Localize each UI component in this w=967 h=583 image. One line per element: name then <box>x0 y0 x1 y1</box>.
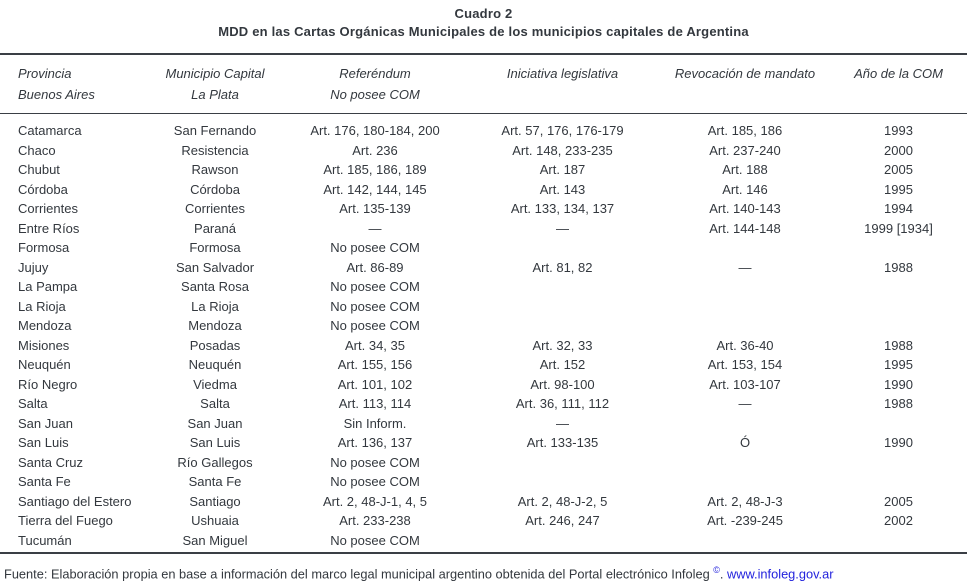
column-header-provincia: Provincia <box>18 65 72 81</box>
header-note-provincia: Buenos Aires <box>18 86 95 102</box>
source-note <box>0 562 967 582</box>
cell-referendum: Art. 136, 137 <box>337 435 413 451</box>
table-row <box>0 297 967 317</box>
cell-ano-de-la-com: 1994 <box>884 201 913 217</box>
cell-ano-de-la-com: 2005 <box>884 493 913 509</box>
table-row <box>0 160 967 180</box>
cell-iniciativa-legislativa: Art. 152 <box>539 357 586 373</box>
table-row <box>0 355 967 375</box>
cell-referendum: Art. 135-139 <box>339 201 411 217</box>
cell-referendum: No posee COM <box>330 454 420 470</box>
cell-revocacion-de-mandato <box>660 453 830 473</box>
column-header-revocacion-de-mandato: Revocación de mandato <box>674 65 816 81</box>
cell-ano-de-la-com <box>830 453 967 473</box>
cell-ano-de-la-com: 2002 <box>884 513 913 529</box>
cell-iniciativa-legislativa <box>465 472 660 492</box>
cell-municipio-capital: San Fernando <box>173 123 257 139</box>
cell-provincia: Entre Ríos <box>18 220 80 236</box>
cell-provincia: Tucumán <box>18 532 72 548</box>
cell-municipio-capital: San Salvador <box>175 259 255 275</box>
header-note-iniciativa-legislativa <box>465 84 660 105</box>
cell-ano-de-la-com: 1995 <box>884 181 913 197</box>
cell-iniciativa-legislativa: Art. 81, 82 <box>532 259 593 275</box>
cell-revocacion-de-mandato <box>660 414 830 434</box>
cell-municipio-capital: San Luis <box>189 435 241 451</box>
cell-revocacion-de-mandato: Art. 144-148 <box>709 220 781 236</box>
header-note-municipio-capital: La Plata <box>191 86 239 102</box>
cell-referendum: Art. 2, 48-J-1, 4, 5 <box>322 493 428 509</box>
table-row <box>0 394 967 414</box>
cell-ano-de-la-com: 1988 <box>884 259 913 275</box>
cell-municipio-capital: Rawson <box>191 162 239 178</box>
cell-provincia: San Luis <box>18 435 69 451</box>
cell-provincia: Santa Fe <box>18 474 71 490</box>
cell-municipio-capital: Río Gallegos <box>177 454 253 470</box>
cell-ano-de-la-com: 1993 <box>884 123 913 139</box>
table-row <box>0 180 967 200</box>
header-note-ano-de-la-com <box>830 84 967 105</box>
table-row <box>0 258 967 278</box>
cell-revocacion-de-mandato: Art. 103-107 <box>709 376 781 392</box>
cell-ano-de-la-com: 1990 <box>884 376 913 392</box>
cell-iniciativa-legislativa: Art. 148, 233-235 <box>512 142 613 158</box>
cell-ano-de-la-com <box>830 316 967 336</box>
table-row <box>0 121 967 141</box>
cell-ano-de-la-com <box>830 297 967 317</box>
cell-revocacion-de-mandato <box>660 316 830 336</box>
cell-referendum: No posee COM <box>330 298 420 314</box>
cell-referendum: Art. 233-238 <box>339 513 411 529</box>
cell-referendum: Art. 155, 156 <box>337 357 413 373</box>
table-row <box>0 414 967 434</box>
cell-referendum: Art. 101, 102 <box>337 376 413 392</box>
cell-revocacion-de-mandato: Art. 188 <box>722 162 768 178</box>
cell-referendum: No posee COM <box>330 474 420 490</box>
cell-referendum: Sin Inform. <box>343 415 407 431</box>
table-row <box>0 219 967 239</box>
cell-iniciativa-legislativa: — <box>556 220 569 236</box>
cell-municipio-capital: Santa Rosa <box>181 279 249 295</box>
cell-revocacion-de-mandato: Art. 185, 186 <box>707 123 783 139</box>
cell-referendum: Art. 236 <box>352 142 398 158</box>
cell-iniciativa-legislativa: Art. 57, 176, 176-179 <box>501 123 624 139</box>
cell-revocacion-de-mandato <box>660 472 830 492</box>
header-divider <box>0 113 967 115</box>
cell-iniciativa-legislativa: Art. 143 <box>539 181 586 197</box>
cell-municipio-capital: Viedma <box>193 376 237 392</box>
cell-iniciativa-legislativa: Art. 133, 134, 137 <box>510 201 615 217</box>
cell-referendum: No posee COM <box>330 318 420 334</box>
cell-ano-de-la-com: 1999 [1934] <box>864 220 933 236</box>
cell-provincia: Formosa <box>18 240 70 256</box>
cell-ano-de-la-com <box>830 277 967 297</box>
cell-ano-de-la-com: 1990 <box>884 435 913 451</box>
cell-referendum: Art. 86-89 <box>346 259 404 275</box>
header-note-revocacion-de-mandato <box>660 84 830 105</box>
cell-revocacion-de-mandato <box>660 297 830 317</box>
cell-iniciativa-legislativa <box>465 316 660 336</box>
cell-ano-de-la-com <box>830 414 967 434</box>
cell-municipio-capital: Ushuaia <box>191 513 239 529</box>
cell-revocacion-de-mandato: Art. 140-143 <box>709 201 781 217</box>
cell-provincia: Jujuy <box>18 259 49 275</box>
cell-revocacion-de-mandato: Ó <box>739 435 751 451</box>
cell-referendum: Art. 113, 114 <box>338 396 412 412</box>
cell-ano-de-la-com: 1988 <box>884 337 913 353</box>
cell-revocacion-de-mandato: Art. 153, 154 <box>707 357 783 373</box>
cell-iniciativa-legislativa <box>465 277 660 297</box>
cell-ano-de-la-com: 1988 <box>884 396 913 412</box>
copyright-icon: © <box>713 564 720 575</box>
table-row <box>0 511 967 531</box>
cell-iniciativa-legislativa <box>465 453 660 473</box>
cell-referendum: Art. 142, 144, 145 <box>323 181 427 197</box>
column-header-ano-de-la-com: Año de la COM <box>854 65 943 81</box>
cell-provincia: Tierra del Fuego <box>18 513 113 529</box>
page-subtitle: MDD en las Cartas Orgánicas Municipales de los municipios capitales de Argentina <box>218 24 749 39</box>
cell-revocacion-de-mandato: Art. 36-40 <box>716 337 774 353</box>
header-note-row <box>0 84 967 105</box>
table-row <box>0 336 967 356</box>
cell-municipio-capital: Salta <box>200 396 230 412</box>
cell-revocacion-de-mandato <box>660 238 830 258</box>
infoleg-link[interactable]: www.infoleg.gov.ar <box>727 565 834 581</box>
cell-iniciativa-legislativa: Art. 133-135 <box>526 435 599 451</box>
cell-iniciativa-legislativa <box>465 238 660 258</box>
cell-iniciativa-legislativa: Art. 246, 247 <box>525 513 600 529</box>
cell-revocacion-de-mandato: — <box>738 259 752 275</box>
table-row <box>0 277 967 297</box>
data-table <box>0 121 967 550</box>
column-header-iniciativa-legislativa: Iniciativa legislativa <box>506 65 619 81</box>
cell-provincia: Catamarca <box>18 123 82 139</box>
cell-ano-de-la-com <box>830 238 967 258</box>
cell-provincia: La Rioja <box>18 298 66 314</box>
header-table <box>0 63 967 105</box>
cell-iniciativa-legislativa: Art. 2, 48-J-2, 5 <box>517 493 608 509</box>
cell-revocacion-de-mandato <box>660 277 830 297</box>
cell-ano-de-la-com <box>830 531 967 551</box>
cell-ano-de-la-com: 2000 <box>884 142 913 158</box>
column-header-municipio-capital: Municipio Capital <box>165 65 265 81</box>
cell-municipio-capital: Resistencia <box>181 142 249 158</box>
column-header-referendum: Referéndum <box>339 65 411 81</box>
cell-iniciativa-legislativa: — <box>556 415 569 431</box>
cell-municipio-capital: Santa Fe <box>188 474 242 490</box>
table-row <box>0 199 967 219</box>
cell-provincia: Mendoza <box>18 318 72 334</box>
page-title: Cuadro 2 <box>454 6 513 21</box>
table-row <box>0 492 967 512</box>
cell-municipio-capital: La Rioja <box>191 298 239 314</box>
cell-referendum: No posee COM <box>330 532 420 548</box>
table-row <box>0 141 967 161</box>
cell-iniciativa-legislativa: Art. 187 <box>539 162 586 178</box>
cell-referendum: No posee COM <box>330 279 420 295</box>
bottom-divider <box>0 552 967 554</box>
cell-municipio-capital: Formosa <box>189 240 241 256</box>
source-period: . <box>719 565 728 581</box>
cell-provincia: Neuquén <box>18 357 71 373</box>
column-header-row <box>0 63 967 84</box>
cell-ano-de-la-com: 2005 <box>884 162 913 178</box>
cell-provincia: Misiones <box>18 337 70 353</box>
cell-provincia: La Pampa <box>18 279 78 295</box>
table-row <box>0 375 967 395</box>
cell-municipio-capital: Paraná <box>194 220 236 236</box>
cell-referendum: Art. 34, 35 <box>345 337 405 353</box>
table-row <box>0 531 967 551</box>
cell-provincia: Salta <box>18 396 48 412</box>
cell-ano-de-la-com <box>830 472 967 492</box>
cell-municipio-capital: San Juan <box>187 415 243 431</box>
table-row <box>0 472 967 492</box>
cell-referendum: No posee COM <box>330 240 420 256</box>
table-row <box>0 433 967 453</box>
cell-municipio-capital: Mendoza <box>188 318 242 334</box>
cell-municipio-capital: Corrientes <box>185 201 245 217</box>
source-text: Fuente: Elaboración propia en base a información del marco legal municipal argentino obtenida del Portal electrónico Infoleg <box>4 565 714 581</box>
cell-provincia: Río Negro <box>18 376 78 392</box>
cell-provincia: Corrientes <box>18 201 78 217</box>
cell-iniciativa-legislativa: Art. 98-100 <box>530 376 595 392</box>
cell-revocacion-de-mandato: Art. 2, 48-J-3 <box>707 493 783 509</box>
cell-iniciativa-legislativa <box>465 297 660 317</box>
cell-provincia: San Juan <box>18 415 73 431</box>
cell-iniciativa-legislativa: Art. 32, 33 <box>532 337 593 353</box>
cell-referendum: — <box>368 220 382 236</box>
cell-revocacion-de-mandato: Art. 146 <box>722 181 768 197</box>
cell-municipio-capital: San Miguel <box>182 532 248 548</box>
cell-revocacion-de-mandato <box>660 531 830 551</box>
table-row <box>0 238 967 258</box>
header-note-referendum: No posee COM <box>330 86 420 102</box>
table-row <box>0 453 967 473</box>
cell-iniciativa-legislativa <box>465 531 660 551</box>
cell-provincia: Córdoba <box>18 181 68 197</box>
cell-iniciativa-legislativa: Art. 36, 111, 112 <box>515 396 610 412</box>
cell-provincia: Santiago del Estero <box>18 493 132 509</box>
cell-municipio-capital: Posadas <box>189 337 241 353</box>
cell-municipio-capital: Córdoba <box>190 181 240 197</box>
cell-referendum: Art. 176, 180-184, 200 <box>310 123 440 139</box>
cell-municipio-capital: Santiago <box>189 493 241 509</box>
table-row <box>0 316 967 336</box>
top-divider <box>0 53 967 55</box>
cell-provincia: Chubut <box>18 162 60 178</box>
cell-revocacion-de-mandato: Art. -239-245 <box>707 513 783 529</box>
cell-provincia: Chaco <box>18 142 56 158</box>
cell-revocacion-de-mandato: Art. 237-240 <box>709 142 781 158</box>
cell-ano-de-la-com: 1995 <box>884 357 913 373</box>
cell-municipio-capital: Neuquén <box>188 357 242 373</box>
cell-referendum: Art. 185, 186, 189 <box>323 162 427 178</box>
cell-revocacion-de-mandato: — <box>738 396 752 412</box>
cell-provincia: Santa Cruz <box>18 454 84 470</box>
